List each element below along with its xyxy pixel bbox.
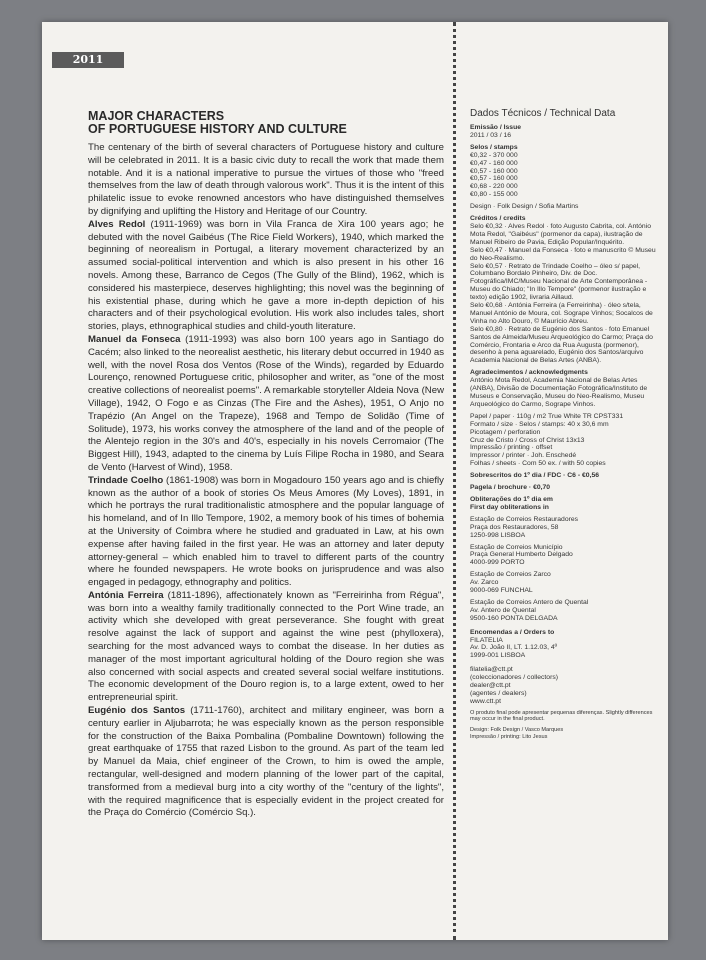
location-zarco: [470, 571, 660, 595]
spec-line: Impressor / printer · Joh. Enschedé: [470, 452, 577, 460]
article-title: [88, 110, 444, 136]
section-antonia-ferreira: [88, 590, 444, 705]
stamp-value: €0,57 - 160 000: [470, 175, 518, 183]
first-day-block: [470, 496, 660, 512]
year-label: 2011: [52, 52, 124, 68]
orders-label: Encomendas a / Orders to: [470, 628, 555, 636]
location-line: Estação de Correios Município: [470, 543, 563, 551]
section-text: (1861-1908) was born in Mogadouro 150 years ago and is chiefly known as the author of a book of stories Os Meus Amores (My Loves), 1891, in which he portrays the rural traditionalistic atmosphere and the popular language of his homeland, and of In Illo Tempore, 1902, a memory book of his times of bohemia at the University of Coimbra where he studied and graduated in Law, at his own expense after having failed in the first year. He was an attorney and later deputy attorney-general – which enabled him to travel to different parts of the country where he founded newspapers. He wrote books on jurisprudence and was also engaged in pedagogy, ethnography and politics.: [88, 474, 444, 589]
contacts-block: [470, 666, 660, 706]
printing-credit-small: Impressão / printing: Lito Jesus: [470, 733, 548, 740]
section-trindade-coelho: [88, 475, 444, 590]
stamps-label: Selos / stamps: [470, 143, 518, 151]
section-head: Eugénio dos Santos: [88, 705, 186, 717]
technical-data-column: [470, 108, 660, 740]
first-day-label-pt: Obliterações do 1º dia em: [470, 495, 553, 503]
spec-line: Picotagem / perforation: [470, 428, 541, 436]
credits-block: [470, 215, 660, 365]
contact-line: www.ctt.pt: [470, 697, 501, 705]
location-line: Av. Antero de Quental: [470, 606, 536, 614]
intro-paragraph: The centenary of the birth of several characters of Portuguese history and culture will be celebrated in 2011. It is a basic civic duty to recall the work that made them notable. And it is a national imperative to pursue the virtues of those who "freed themselves from the law of death through valorous work". Thus it is the intent of this philatelic issue to evoke renowned ancestors who have distinguished themselves by dignifying and uplifting the History and Heritage of our Country.: [88, 142, 444, 217]
first-day-label-en: First day obliterations in: [470, 503, 549, 511]
section-eugenio-dos-santos: [88, 705, 444, 820]
acknowledgments-block: [470, 369, 660, 409]
main-article: [88, 110, 444, 820]
section-head: Alves Redol: [88, 218, 146, 230]
brochure-line: Pagela / brochure · €0,70: [470, 484, 551, 492]
stamps-block: [470, 144, 660, 199]
technical-data-title: Dados Técnicos / Technical Data: [470, 108, 616, 119]
location-line: Estação de Correios Restauradores: [470, 515, 579, 523]
section-alves-redol: [88, 219, 444, 334]
stamp-value: €0,47 - 160 000: [470, 159, 518, 167]
section-text: (1711-1760), architect and military engineer, was born a century earlier in Aljubarrota; he was especially known as the person responsible for the construction of the Baixa Pombalina (Pombaline Downtown) following the great earthquake of 1755 that razed Lisbon to the ground. As part of the team led by Manuel da Maia, chief engineer of the Crown, to him is owed the ample, rectangular, well-designed and modern planning of the lower part of the capital, transformed from a medieval burg into a city worthy of the "century of the lights", with the required magnificence that is especially evident in the project created for the Praça do Comércio (Comércio Sq.).: [88, 705, 444, 819]
location-line: Praça General Humberto Delgado: [470, 551, 573, 559]
title-line-1: MAJOR CHARACTERS: [88, 109, 225, 123]
orders-block: [470, 629, 660, 661]
location-line: 9000-069 FUNCHAL: [470, 587, 533, 595]
spec-line: Cruz de Cristo / Cross of Christ 13x13: [470, 436, 585, 444]
acknowledgments-label: Agradecimentos / acknowledgments: [470, 369, 588, 377]
section-head: Antónia Ferreira: [88, 589, 164, 601]
spec-line: Papel / paper · 110g / m2 True White TR CPST331: [470, 412, 624, 420]
credit-entry: Selo €0,68 · Antónia Ferreira (a Ferreirinha) · óleo s/tela, Manuel António de Moura, col. Sogrape Vinhos; Socalcos de Vinha no Alto Douro, © Maurício Abreu.: [470, 302, 653, 325]
contact-line: filatelia@ctt.pt: [470, 666, 513, 674]
location-restauradores: [470, 516, 660, 540]
contact-line: dealer@ctt.pt: [470, 682, 511, 690]
issue-block: [470, 124, 660, 140]
spec-line: Folhas / sheets · Com 50 ex. / with 50 copies: [470, 460, 606, 468]
section-head: Manuel da Fonseca: [88, 333, 181, 345]
location-antero: [470, 599, 660, 623]
location-line: Estação de Correios Zarco: [470, 571, 551, 579]
contact-line: (coleccionadores / collectors): [470, 674, 559, 682]
fdc-line: Sobrescritos do 1º dia / FDC · C6 - €0,56: [470, 472, 600, 480]
design-credit-small: Design: Folk Design / Vasco Marques: [470, 727, 564, 733]
title-line-2: OF PORTUGUESE HISTORY AND CULTURE: [88, 122, 347, 136]
contact-line: (agentes / dealers): [470, 690, 527, 697]
brochure-page: [42, 22, 668, 940]
location-line: Praça dos Restauradores, 58: [470, 523, 559, 531]
stamp-value: €0,80 - 155 000: [470, 191, 518, 199]
issue-value: 2011 / 03 / 16: [470, 131, 512, 139]
location-municipio: [470, 544, 660, 568]
acknowledgments-text: António Mota Redol, Academia Nacional de Belas Artes (ANBA), Divisão de Documentação Fotográfica/Instituto de Museus e Conservação, Museu do Neo-Realismo, Museu Arqueológico do Carmo, Sogrape Vinhos.: [470, 377, 648, 408]
orders-line: FILATELIA: [470, 636, 503, 644]
orders-line: Av. D. João II, LT. 1.12.03, 4º: [470, 644, 558, 652]
credit-entry: Selo €0,80 · Retrato de Eugénio dos Santos · foto Emanuel Santos de Almeida/Museu Arqueológico do Carmo; Praça do Comércio, Frontaria e Arco da Rua Augusta (pormenor), desenho à pena aguarelado, Eugénio dos Santos/arquivo Academia Nacional de Belas Artes (ANBA).: [470, 325, 653, 365]
spec-line: Formato / size · Selos / stamps: 40 x 30,6 mm: [470, 420, 609, 428]
spec-line: Impressão / printing · offset: [470, 444, 553, 452]
location-line: 4000-999 PORTO: [470, 559, 525, 567]
credit-entry: Selo €0,47 · Manuel da Fonseca · foto e manuscrito © Museu do Neo-Realismo.: [470, 246, 656, 262]
section-text: (1911-1969) was born in Vila Franca de Xira 100 years ago; he debuted with the novel Gaibéus (The Rice Field Workers), 1940, which marked the beginning of neorealism in Portugal, a literary movement characterized by an assumed social-political intervention and which is also present in his other 16 novels. Among these, Barranco de Cegos (The Gully of the Blind), 1962, which is considered his masterpiece, deserves highlighting; this novel was the beginning of his existential phase, during which he gave a more in-depth depiction of his characters and of their psychological evolution. His work also includes tales, short stories, plays, ethnographical studies and child-youth literature.: [88, 218, 445, 333]
issue-label: Emissão / Issue: [470, 124, 522, 131]
section-manuel-da-fonseca: [88, 334, 444, 475]
section-text: (1811-1896), affectionately known as "Ferreirinha from Régua", was born into a wealthy family traditionally connected to the Port Wine trade, an activity which she developed with great perseverance. She fought with great resolve against the lack of support and against the wine pest (phylloxera), searching for the most advanced ways to combat the disease. In her duties as manager of the most important agricultural holding of the Douro region she was also concerned with social aspects and created several social welfare institutions. The economic development of the Douro region is, to a large extent, owed to her entrepreneurial spirit.: [88, 589, 444, 704]
dotted-divider: [453, 22, 456, 940]
stamp-value: €0,57 - 160 000: [470, 167, 518, 175]
location-line: 1250-998 LISBOA: [470, 531, 526, 539]
section-text: (1911-1993) was also born 100 years ago in Santiago do Cacém; also linked to the neorealist aesthetic, his literary debut occurred in 1940 as well, with the novel Rosa dos Ventos (Rose of the Winds), regarded by Eduardo Lourenço, renowned Portuguese critic, philosopher and writer, as "one of the most creative collections of neorealist poems". A remarkable storyteller Aldeia Nova (New Village), 1942, O Fogo e as Cinzas (The Fire and the Ashes), 1951, O Anjo no Trapézio (An Angel on the Trapeze), 1968 and Tempo de Solidão (Time of Solitude), 1973, his works convey the atmosphere of the land and of the people of the Alentejo region in the 30's and 40's, especially in his novels Cerromaior (The Biggest Hill), 1943, adapted to the cinema by Luís Filipe Rocha in 1980, and Seara de Vento (Harvest of Wind), 1958.: [88, 333, 445, 473]
location-line: Estação de Correios Antero de Quental: [470, 598, 589, 606]
credit-entry: Selo €0,57 · Retrato de Trindade Coelho – óleo s/ papel, Columbano Bordalo Pinheiro, Div. de Doc. Fotográfica/IMC/Museu Nacional de Arte Contemporânea - Museu do Chiado; "In Illo Tempore" (pormenor ilustração e texto) edição 1902, livraria Aillaud.: [470, 262, 648, 302]
product-notice: O produto final pode apresentar pequenas diferenças. Slightly differences may occur in the final product.: [470, 709, 653, 723]
design-line: Design · Folk Design / Sofia Martins: [470, 203, 579, 211]
section-head: Trindade Coelho: [88, 474, 164, 486]
location-line: Av. Zarco: [470, 579, 499, 587]
credit-entry: Selo €0,32 · Alves Redol · foto Augusto Cabrita, col. António Mota Redol, "Gaibéus" (pormenor da capa), ilustração de Manuel Ribeiro de Pavia, Edição Popular/Inquérito.: [470, 222, 651, 246]
orders-line: 1999-001 LISBOA: [470, 652, 526, 660]
location-line: 9500-160 PONTA DELGADA: [470, 614, 558, 622]
stamp-value: €0,68 - 220 000: [470, 183, 518, 191]
credits-label: Créditos / credits: [470, 215, 526, 223]
stamp-value: €0,32 - 370 000: [470, 151, 518, 159]
specs-block: [470, 413, 660, 468]
